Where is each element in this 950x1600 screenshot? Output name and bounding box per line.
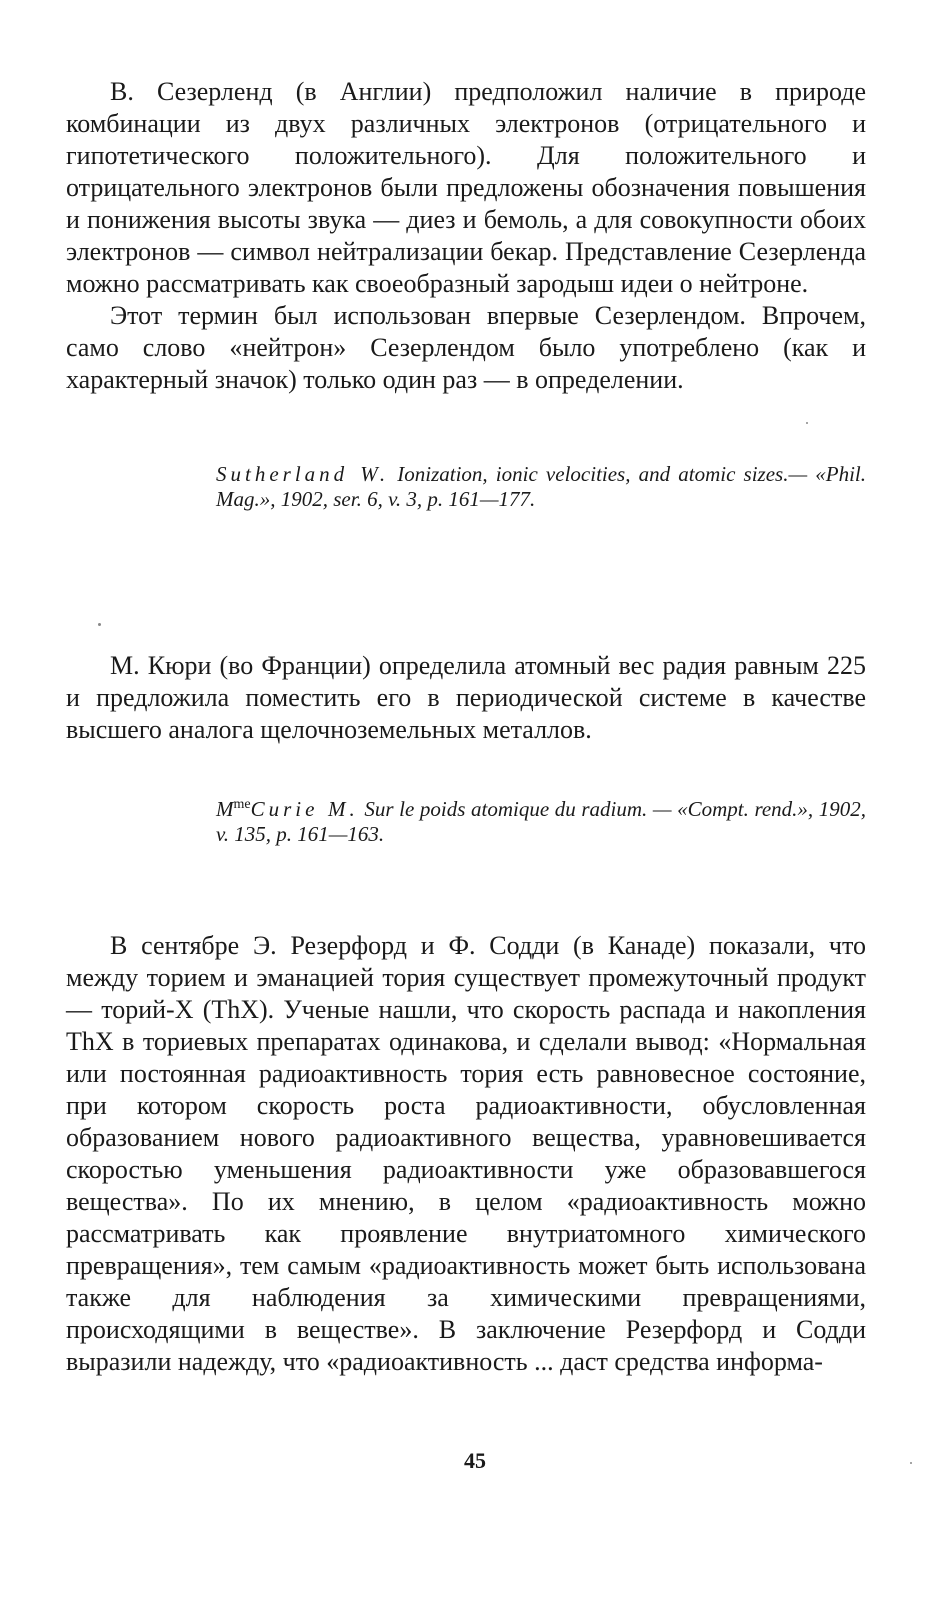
sutherland-entry [66, 76, 866, 396]
rutherford-soddy-paragraph: В сентябре Э. Резерфорд и Ф. Содди (в Канаде) показали, что между торием и эманацией тория существует промежуточный продукт — торий-X (ThX). Ученые нашли, что скорость распада и накопления ThX в ториевых препаратах одинакова, и сделали вывод: «Нормальная или постоянная радиоактивность тория есть равновесное состояние, при котором скорость роста радиоактивности, обусловленная образованием нового радиоактивного вещества, уравновешивается скоростью уменьшения радиоактивности уже образовавшегося вещества». По их мнению, в целом «радиоактивность можно рассматривать как проявление внутриатомного химического превращения», тем самым «радиоактивность может быть использована также для наблюдения за химическими превращениями, происходящими в веществе». В заключение Резерфорд и Содди выразили надежду, что «радиоактивность ... даст средства информа- [66, 931, 866, 1376]
curie-entry [66, 650, 866, 746]
scan-speck [910, 1462, 912, 1464]
sutherland-reference [216, 462, 866, 512]
curie-reference [216, 792, 866, 847]
curie-ref-text: Sur le poids atomique du radium. — «Compt. rend.», 1902, v. 135, p. 161—163. [216, 797, 866, 846]
sutherland-ref-author: Sutherland W. [216, 462, 390, 486]
sutherland-paragraph: В. Сезерленд (в Англии) предположил наличие в природе комбинации из двух различных электронов (отрицательного и гипотетического положительного). Для положительного и отрицательного электронов были предложены обозначения повышения и понижения высоты звука — диез и бемоль, а для совокупности обоих электронов — символ нейтрализации бекар. Представление Сезерленда можно рассматривать как своеобразный зародыш идеи о нейтроне. [66, 77, 866, 298]
page-number: 45 [464, 1448, 486, 1473]
curie-ref-prefix: M [216, 797, 234, 821]
scan-speck [98, 623, 101, 626]
neutron-term-paragraph: Этот термин был использован впервые Сезерлендом. Впрочем, само слово «нейтрон» Сезерлендом было употреблено (как и характерный значок) только один раз — в определении. [66, 301, 866, 394]
curie-ref-prefix-sup: me [233, 797, 251, 812]
curie-paragraph: М. Кюри (во Франции) определила атомный вес радия равным 225 и предложила поместить его в периодической системе в качестве высшего аналога щелочноземельных металлов. [66, 651, 866, 744]
curie-ref-author: Curie M. [250, 797, 359, 821]
scan-speck [806, 422, 808, 424]
sutherland-ref-text: Ionization, ionic velocities, and atomic sizes.— «Phil. Mag.», 1902, ser. 6, v. 3, p. 161—177. [216, 462, 867, 511]
rutherford-soddy-entry [66, 930, 866, 1378]
